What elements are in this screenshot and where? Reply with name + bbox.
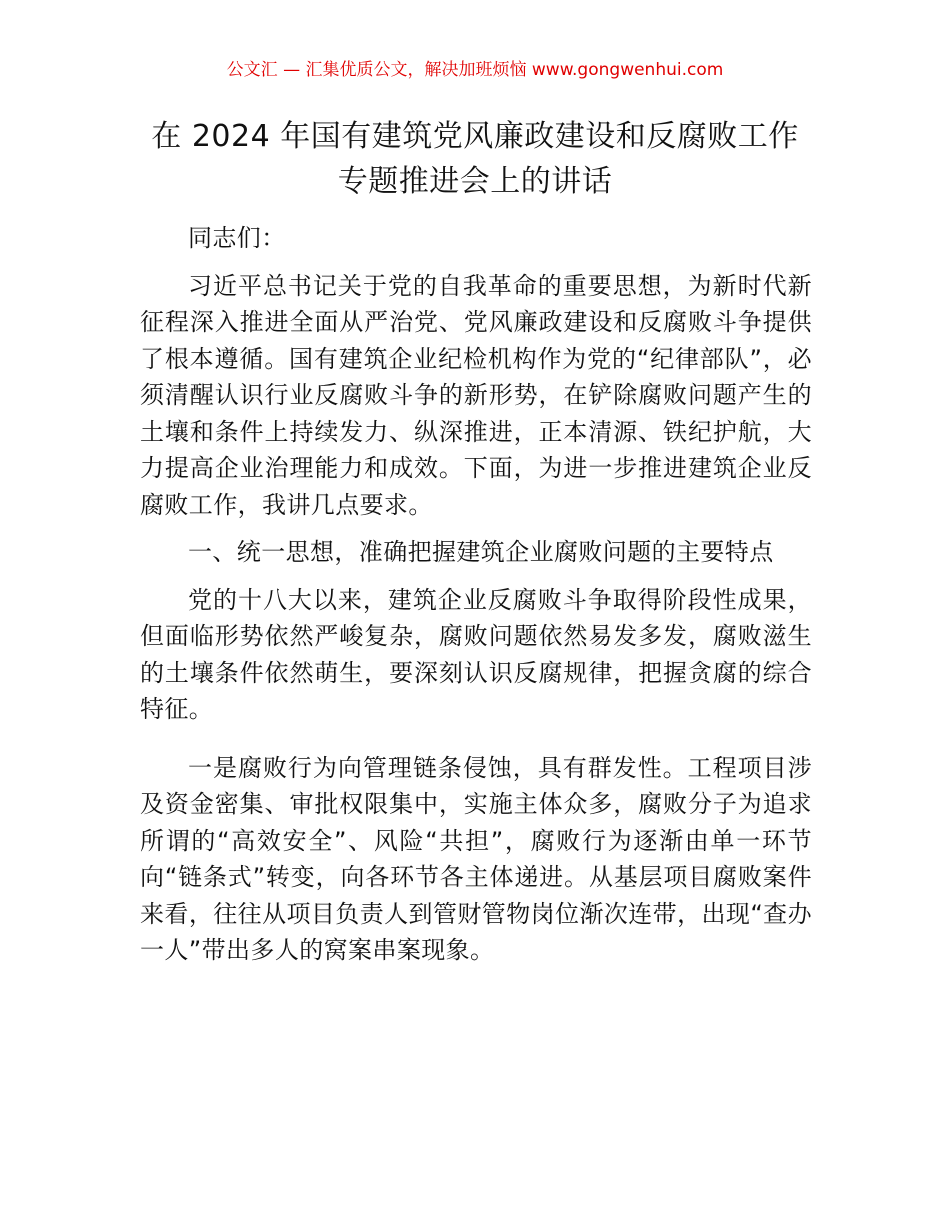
- salutation: 同志们：: [188, 224, 286, 252]
- section-1-heading: 一、统一思想，准确把握建筑企业腐败问题的主要特点: [188, 538, 774, 566]
- intro-paragraph: 习近平总书记关于党的自我革命的重要思想，为新时代新征程深入推进全面从严治党、党风廉政建设和反腐败斗争提供了根本遵循。国有建筑企业纪检机构作为党的“纪律部队”，必须清醒认识行业反腐败斗争的新形势，在铲除腐败问题产生的土壤和条件上持续发力、纵深推进，正本清源、铁纪护航，大力提高企业治理能力和成效。下面，为进一步推进建筑企业反腐败工作，我讲几点要求。: [140, 271, 812, 519]
- document-body: [140, 220, 812, 969]
- site-header-banner: 公文汇 — 汇集优质公文，解决加班烦恼 www.gongwenhui.com: [226, 60, 724, 80]
- section-1-paragraph-1: 党的十八大以来，建筑企业反腐败斗争取得阶段性成果，但面临形势依然严峻复杂，腐败问题依然易发多发，腐败滋生的土壤条件依然萌生，要深刻认识反腐规律，把握贪腐的综合特征。: [140, 585, 812, 723]
- document-title-line-1: 在 2024 年国有建筑党风廉政建设和反腐败工作: [151, 119, 799, 154]
- section-1-paragraph-2: 一是腐败行为向管理链条侵蚀，具有群发性。工程项目涉及资金密集、审批权限集中，实施主体众多，腐败分子为追求所谓的“高效安全”、风险“共担”，腐败行为逐渐由单一环节向“链条式”转变，向各环节各主体递进。从基层项目腐败案件来看，往往从项目负责人到管财管物岗位渐次连带，出现“查办一人”带出多人的窝案串案现象。: [140, 753, 812, 964]
- document-title-line-2: 专题推进会上的讲话: [337, 164, 613, 199]
